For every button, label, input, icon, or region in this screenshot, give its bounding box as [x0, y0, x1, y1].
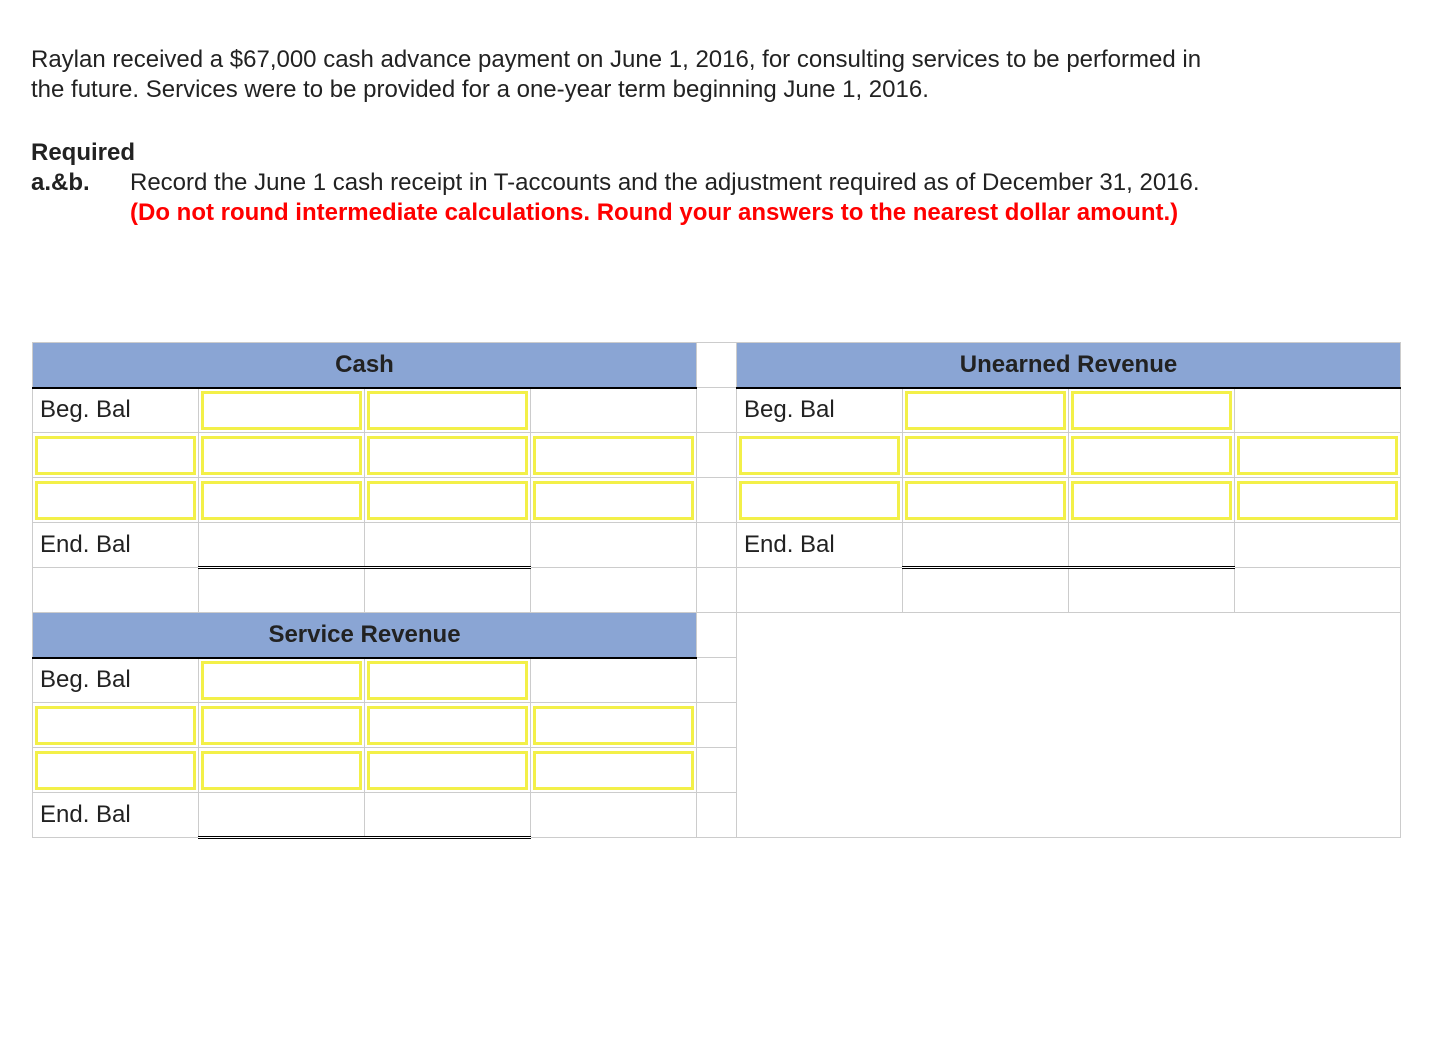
blank-cell	[531, 568, 697, 613]
service-end-bal-credit	[531, 793, 697, 838]
unearned-entry1-credit[interactable]	[1235, 433, 1401, 478]
service-revenue-header: Service Revenue	[33, 613, 697, 658]
empty-area	[737, 613, 1401, 838]
spacer-cell	[697, 658, 737, 703]
service-entry1-ref-credit[interactable]	[365, 703, 531, 748]
spacer-cell	[697, 793, 737, 838]
cash-beg-bal-debit[interactable]	[199, 388, 365, 433]
cash-entry1-credit[interactable]	[531, 433, 697, 478]
spacer-cell	[697, 388, 737, 433]
spacer-cell	[697, 703, 737, 748]
service-beg-bal-debit[interactable]	[199, 658, 365, 703]
spacer-cell	[697, 748, 737, 793]
blank-cell	[737, 568, 903, 613]
service-entry1-debit[interactable]	[199, 703, 365, 748]
unearned-beg-bal-credit-label[interactable]	[1069, 388, 1235, 433]
service-entry1-ref-debit[interactable]	[33, 703, 199, 748]
unearned-entry2-credit[interactable]	[1235, 478, 1401, 523]
blank-cell	[903, 568, 1069, 613]
unearned-entry2-debit[interactable]	[903, 478, 1069, 523]
service-beg-bal-credit-label[interactable]	[365, 658, 531, 703]
cash-entry2-credit[interactable]	[531, 478, 697, 523]
spacer-cell	[697, 523, 737, 568]
part-label: a.&b.	[31, 169, 90, 196]
cash-end-bal-credit	[531, 523, 697, 568]
cash-end-bal-label: End. Bal	[33, 523, 199, 568]
unearned-entry1-ref-debit[interactable]	[737, 433, 903, 478]
unearned-end-bal-label: End. Bal	[737, 523, 903, 568]
unearned-beg-bal-credit	[1235, 388, 1401, 433]
unearned-end-bal-credit-label	[1069, 523, 1235, 568]
blank-cell	[365, 568, 531, 613]
unearned-entry1-ref-credit[interactable]	[1069, 433, 1235, 478]
t-accounts-grid	[32, 342, 1401, 839]
unearned-beg-bal-debit[interactable]	[903, 388, 1069, 433]
required-heading: Required	[31, 139, 136, 166]
unearned-revenue-header: Unearned Revenue	[737, 343, 1401, 388]
service-beg-bal-label: Beg. Bal	[33, 658, 199, 703]
cash-entry2-ref-credit[interactable]	[365, 478, 531, 523]
service-end-bal-label: End. Bal	[33, 793, 199, 838]
unearned-end-bal-debit	[903, 523, 1069, 568]
instruction-text: Record the June 1 cash receipt in T-accounts and the adjustment required as of December 31, 2016.	[130, 169, 1200, 196]
unearned-entry2-ref-credit[interactable]	[1069, 478, 1235, 523]
cash-account-header: Cash	[33, 343, 697, 388]
service-entry2-ref-credit[interactable]	[365, 748, 531, 793]
spacer-cell	[697, 343, 737, 388]
cash-entry1-debit[interactable]	[199, 433, 365, 478]
service-end-bal-credit-label	[365, 793, 531, 838]
rounding-note: (Do not round intermediate calculations. Round your answers to the nearest dollar amount.)	[130, 199, 1179, 226]
blank-cell	[1235, 568, 1401, 613]
spacer-cell	[697, 613, 737, 658]
spacer-cell	[697, 568, 737, 613]
cash-entry1-ref-debit[interactable]	[33, 433, 199, 478]
service-entry2-ref-debit[interactable]	[33, 748, 199, 793]
service-beg-bal-credit	[531, 658, 697, 703]
cash-beg-bal-credit-label[interactable]	[365, 388, 531, 433]
service-end-bal-debit	[199, 793, 365, 838]
instruction-block	[130, 168, 1240, 228]
cash-end-bal-debit	[199, 523, 365, 568]
unearned-end-bal-credit	[1235, 523, 1401, 568]
unearned-entry1-debit[interactable]	[903, 433, 1069, 478]
cash-end-bal-credit-label	[365, 523, 531, 568]
spacer-cell	[697, 433, 737, 478]
service-entry2-credit[interactable]	[531, 748, 697, 793]
problem-intro: Raylan received a $67,000 cash advance payment on June 1, 2016, for consulting services to be performed in the future. Services were to be provided for a one-year term beginning June 1, 2016.	[31, 46, 1202, 103]
service-entry1-credit[interactable]	[531, 703, 697, 748]
cash-entry1-ref-credit[interactable]	[365, 433, 531, 478]
blank-cell	[199, 568, 365, 613]
unearned-entry2-ref-debit[interactable]	[737, 478, 903, 523]
cash-beg-bal-label: Beg. Bal	[33, 388, 199, 433]
spacer-cell	[697, 478, 737, 523]
blank-cell	[33, 568, 199, 613]
unearned-beg-bal-label: Beg. Bal	[737, 388, 903, 433]
cash-entry2-ref-debit[interactable]	[33, 478, 199, 523]
cash-entry2-debit[interactable]	[199, 478, 365, 523]
service-entry2-debit[interactable]	[199, 748, 365, 793]
cash-beg-bal-credit	[531, 388, 697, 433]
blank-cell	[1069, 568, 1235, 613]
